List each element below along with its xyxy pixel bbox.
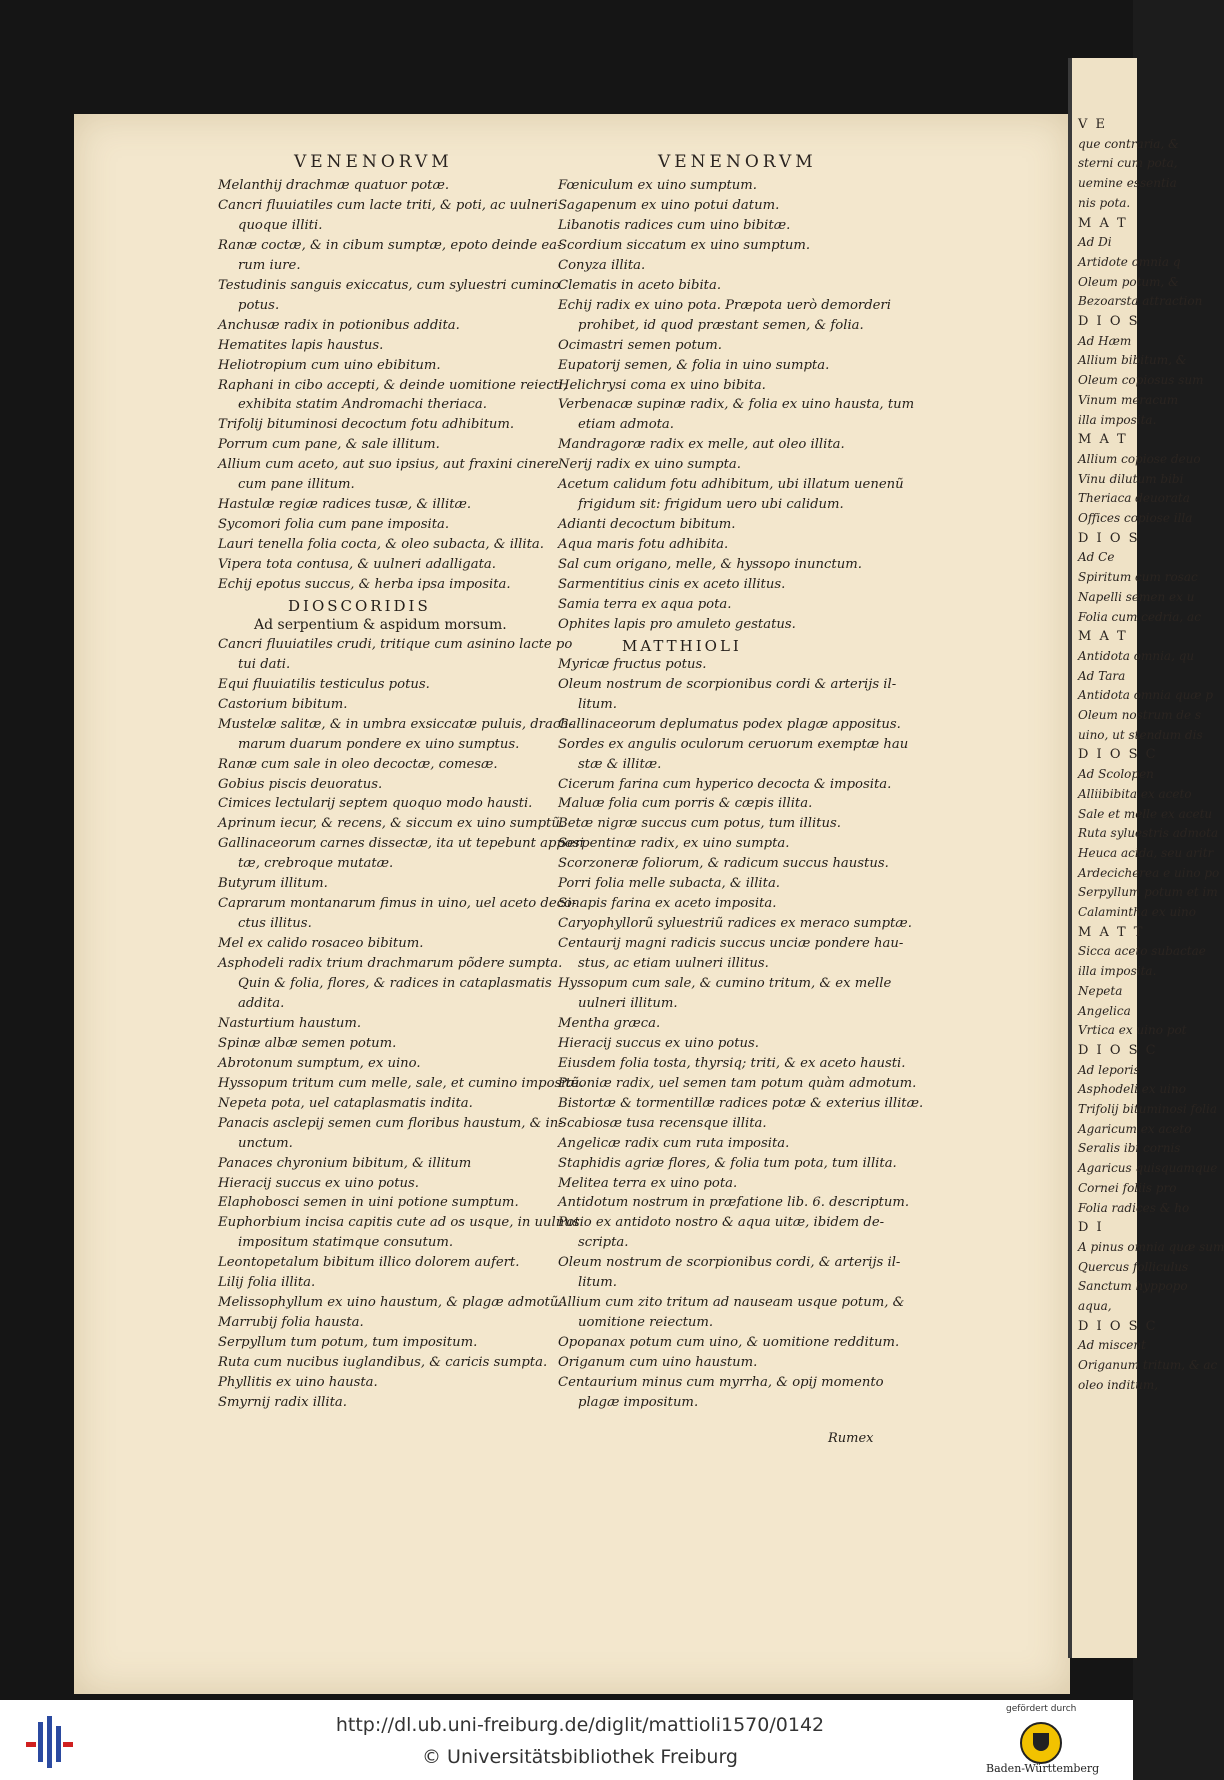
facing-page-text: Quercus folliculus [1078, 1259, 1189, 1274]
text-line: Ranæ cum sale in oleo decoctæ, comesæ. [218, 756, 498, 772]
facing-page-text: Ad Di [1078, 235, 1112, 250]
text-line: stus, ac etiam uulneri illitus. [578, 956, 769, 972]
text-line: quoque illiti. [238, 217, 323, 233]
facing-page-text: Napelli semen ex u [1078, 589, 1195, 604]
text-line: Elaphobosci semen in uini potione sumptum. [218, 1195, 519, 1211]
text-line: Equi fluuiatilis testiculus potus. [218, 676, 430, 692]
facing-page-text: Calamintha ex uino [1078, 905, 1196, 919]
text-line: litum. [578, 696, 617, 712]
facing-page-text: A pinus omnia quæ sum [1078, 1239, 1224, 1254]
text-line: prohibet, id quod præstant semen, & folia. [578, 317, 864, 333]
text-line: Samia terra ex aqua pota. [558, 596, 732, 612]
facing-page-text: Ad Hæm [1078, 333, 1132, 348]
text-line: Marrubij folia hausta. [218, 1315, 364, 1331]
text-line: Echij epotus succus, & herba ipsa imposita. [218, 577, 511, 592]
facing-page-text: Sanctum hyppopo [1078, 1279, 1188, 1294]
sponsor-name: Baden-Württemberg [986, 1762, 1100, 1775]
text-line: Libanotis radices cum uino bibitæ. [558, 217, 791, 233]
text-line: Smyrnij radix illita. [218, 1394, 347, 1410]
text-line: marum duarum pondere ex uino sumptus. [238, 736, 520, 752]
facing-page-text: Alliibibita ex aceto [1078, 786, 1192, 801]
text-line: Origanum cum uino haustum. [558, 1355, 758, 1371]
text-line: Verbenacæ supinæ radix, & folia ex uino hausta, tum [558, 397, 915, 413]
text-line: Allium cum zito tritum ad nauseam usque potum, & [558, 1295, 905, 1311]
text-line: Gallinaceorum deplumatus podex plagæ appositus. [558, 716, 901, 732]
text-line: Ranæ coctæ, & in cibum sumptæ, epoto deinde ea- [218, 237, 562, 253]
section-heading: DIOSCORIDIS [288, 596, 431, 615]
text-line: tui dati. [238, 656, 291, 672]
text-line: Raphani in cibo accepti, & deinde uomitione reiecti, [218, 377, 568, 393]
facing-page-text: sterni cum pota, [1078, 156, 1178, 171]
facing-page-text: uino, ut stendum dis [1078, 727, 1203, 742]
text-line: Ruta cum nucibus iuglandibus, & caricis sumpta. [218, 1355, 548, 1371]
text-line: Staphidis agriæ flores, & folia tum pota, tum illita. [558, 1155, 897, 1171]
facing-page-text: Oleum copiosus sum [1078, 373, 1204, 388]
facing-page-text: Offices copiose illa [1078, 511, 1193, 525]
facing-page-text: Cornei foliis pro [1078, 1180, 1177, 1195]
text-line: Gobius piscis deuoratus. [218, 776, 383, 792]
text-line: Cancri fluuiatiles cum lacte triti, & poti, ac uulneri [218, 197, 558, 213]
text-line: Pæoniæ radix, uel semen tam potum quàm admotum. [558, 1075, 917, 1091]
text-line: Caryophyllorũ syluestriũ radices ex meraco sumptæ. [558, 916, 912, 932]
text-line: Hastulæ regiæ radices tusæ, & illitæ. [218, 497, 472, 513]
text-line: Myricæ fructus potus. [558, 656, 707, 672]
text-line: Helichrysi coma ex uino bibita. [558, 377, 766, 393]
sponsor-label: gefördert durch [1006, 1704, 1077, 1714]
text-line: Cancri fluuiatiles crudi, tritique cum asinino lacte po [218, 636, 573, 652]
facing-page-text: Theriaca deuorata [1078, 491, 1190, 506]
text-line: impositum statimque consutum. [238, 1235, 454, 1251]
text-line: Cimices lectularij septem quoquo modo hausti. [218, 796, 533, 812]
text-line: Asphodeli radix trium drachmarum põdere sumpta. [218, 956, 563, 972]
text-line: Aqua maris fotu adhibita. [558, 537, 729, 553]
facing-page-text: V E [1078, 117, 1108, 132]
text-line: Phyllitis ex uino hausta. [218, 1375, 378, 1390]
text-line: uomitione reiectum. [578, 1315, 714, 1331]
facing-page-text: M A T [1078, 215, 1128, 231]
facing-page-text: Agaricum ex aceto [1078, 1121, 1192, 1136]
text-line: unctum. [238, 1135, 293, 1151]
text-line: Angelicæ radix cum ruta imposita. [558, 1135, 790, 1151]
text-line: Antidotum nostrum in præfatione lib. 6. descriptum. [558, 1195, 910, 1211]
text-line: Gallinaceorum carnes dissectæ, ita ut tepebunt apposi [218, 836, 584, 852]
facing-page-text: uemine essentia [1078, 176, 1177, 191]
text-line: Sycomori folia cum pane imposita. [218, 517, 450, 533]
library-logo-icon [24, 1716, 74, 1768]
text-line: Allium cum aceto, aut suo ipsius, aut fraxini cinere [218, 457, 559, 473]
text-line: Heliotropium cum uino ebibitum. [218, 357, 441, 373]
text-line: Anchusæ radix in potionibus addita. [218, 317, 460, 333]
facing-page-text: Nepeta [1078, 983, 1123, 998]
text-line: Eiusdem folia tosta, thyrsiq; triti, & ex aceto hausti. [558, 1055, 906, 1071]
facing-page-text: D I O S C [1078, 1318, 1158, 1334]
text-line: Potio ex antidoto nostro & aqua uitæ, ibidem de- [558, 1215, 885, 1231]
text-line: Fœniculum ex uino sumptum. [558, 178, 757, 193]
facing-page-text: que contraria, & [1078, 136, 1179, 151]
text-line: Sal cum origano, melle, & hyssopo inunctum. [558, 557, 862, 573]
facing-page-text: Folia radices & ho [1078, 1200, 1190, 1215]
facing-page-text: Vinu dilutum bibi [1078, 471, 1184, 486]
text-line: Lilij folia illita. [218, 1275, 316, 1291]
facing-page-text: Heuca acida, seu aritr [1078, 845, 1214, 860]
facing-page-text: D I [1078, 1220, 1104, 1236]
text-line: litum. [578, 1275, 617, 1291]
facing-page-text: Folia cum cedria, ac [1078, 609, 1201, 624]
text-line: scripta. [578, 1235, 629, 1251]
facing-page-text: Antidota omnia quæ p [1078, 688, 1214, 703]
text-line: Melitea terra ex uino pota. [558, 1175, 738, 1191]
text-line: Aprinum iecur, & recens, & siccum ex uino sumptũ. [218, 816, 565, 832]
text-line: Serpyllum tum potum, tum impositum. [218, 1335, 478, 1351]
state-seal-icon [1020, 1722, 1062, 1764]
text-line: Melanthij drachmæ quatuor potæ. [218, 178, 450, 193]
text-line: Sordes ex angulis oculorum ceruorum exemptæ hau [558, 736, 909, 752]
text-line: ctus illitus. [238, 916, 312, 932]
text-line: etiam admota. [578, 417, 674, 433]
text-line: Scabiosæ tusa recensque illita. [558, 1115, 767, 1131]
text-line: plagæ impositum. [578, 1394, 699, 1410]
text-line: Adianti decoctum bibitum. [558, 517, 736, 533]
facing-page-text: aqua, [1078, 1299, 1112, 1313]
facing-page-text: Agaricus quisquamque [1078, 1161, 1218, 1176]
section-heading: MATTHIOLI [622, 636, 742, 655]
text-line: Hematites lapis haustus. [218, 337, 384, 353]
facing-page-text: Ad miscent [1078, 1338, 1146, 1353]
facing-page-text: Artidote omnia q [1078, 254, 1181, 269]
facing-page-text: Antidota omnia, qu [1078, 648, 1195, 663]
text-line: Spinæ albæ semen potum. [218, 1035, 397, 1051]
text-line: Bistortæ & tormentillæ radices potæ & exterius illitæ. [558, 1095, 924, 1111]
text-line: Trifolij bituminosi decoctum fotu adhibitum. [218, 417, 515, 433]
text-line: Quin & folia, flores, & radices in cataplasmatis [238, 976, 552, 991]
text-line: Mandragoræ radix ex melle, aut oleo illita. [558, 437, 845, 453]
facing-page-text: Oleum nostrum de s [1078, 708, 1202, 722]
text-line: Mustelæ salitæ, & in umbra exsiccatæ puluis, drach- [218, 716, 574, 732]
facing-page-text: Ruta syluestris admota [1078, 826, 1219, 841]
facing-page-text: Serpyllum potum et im [1078, 885, 1218, 900]
text-line: Scordium siccatum ex uino sumptum. [558, 237, 811, 253]
facing-page-text: Ardecicherea e uino po [1078, 865, 1220, 880]
text-line: Sagapenum ex uino potui datum. [558, 197, 780, 213]
text-line: Scorzoneræ foliorum, & radicum succus haustus. [558, 856, 889, 872]
text-line: Nasturtium haustum. [218, 1015, 362, 1031]
facing-page-text: M A T [1078, 432, 1128, 448]
text-line: Eupatorij semen, & folia in uino sumpta. [558, 357, 830, 373]
facing-page-text: Sicca aceto subactae [1078, 944, 1206, 959]
text-line: Panacis asclepij semen cum floribus haustum, & in- [218, 1115, 563, 1131]
text-line: Mentha græca. [558, 1015, 661, 1031]
left-running-header: VENENORVM [294, 152, 453, 172]
copyright-text: © Universitätsbibliothek Freiburg [422, 1746, 738, 1768]
text-line: Castorium bibitum. [218, 696, 348, 712]
text-line: Hieracij succus ex uino potus. [218, 1175, 419, 1191]
text-line: Caprarum montanarum fimus in uino, uel aceto deco- [218, 896, 577, 912]
facing-page-text: nis pota. [1078, 195, 1131, 210]
facing-page-text: D I O S C [1078, 1042, 1158, 1058]
text-line: Echij radix ex uino pota. Præpota uerò demorderi [558, 297, 891, 313]
text-line: Cicerum farina cum hyperico decocta & imposita. [558, 776, 892, 792]
text-line: rum iure. [238, 257, 301, 273]
text-line: uulneri illitum. [578, 995, 678, 1011]
text-line: Porrum cum pane, & sale illitum. [218, 437, 440, 453]
facing-page-text: oleo inditum, [1078, 1377, 1159, 1392]
text-line: Sinapis farina ex aceto imposita. [558, 896, 777, 912]
facing-page-text: Allium copiose deuo [1078, 451, 1201, 466]
text-line: exhibita statim Andromachi theriaca. [238, 397, 487, 413]
text-line: Hyssopum cum sale, & cumino tritum, & ex melle [558, 976, 892, 991]
facing-page-text: M A T T [1078, 924, 1145, 940]
facing-page-edge [1068, 58, 1224, 1658]
catchword: Rumex [828, 1431, 874, 1446]
facing-page-text: M A T [1078, 629, 1128, 645]
facing-page-text: Angelica [1078, 1003, 1131, 1018]
facing-page-text: illa imposita. [1078, 964, 1157, 979]
text-line: stæ & illitæ. [578, 756, 662, 772]
facing-page-text: Ad Ce [1078, 550, 1115, 565]
facing-page-text: Ad leporis [1078, 1062, 1140, 1077]
text-line: Sarmentitius cinis ex aceto illitus. [558, 577, 786, 592]
text-line: Acetum calidum fotu adhibitum, ubi illatum uenenũ [558, 477, 904, 493]
text-line: Nepeta pota, uel cataplasmatis indita. [218, 1095, 473, 1111]
text-line: Testudinis sanguis exiccatus, cum syluestri cumino [218, 277, 560, 293]
text-line: Porri folia melle subacta, & illita. [558, 876, 780, 892]
facing-page-text: Trifolij bituminosi folia [1078, 1102, 1218, 1116]
text-line: Centaurium minus cum myrrha, & opij momento [558, 1375, 884, 1390]
text-line: Leontopetalum bibitum illico dolorem aufert. [218, 1255, 520, 1271]
text-line: Serpentinæ radix, ex uino sumpta. [558, 836, 790, 852]
facing-page-text: Origanum tritum, & ac [1078, 1358, 1218, 1373]
text-line: Oleum nostrum de scorpionibus cordi & arterijs il- [558, 676, 897, 692]
text-line: Conyza illita. [558, 257, 646, 273]
facing-page-text: Asphodeli ex uino [1078, 1082, 1186, 1097]
text-line: Euphorbium incisa capitis cute ad os usque, in uulnus [218, 1215, 580, 1231]
text-line: Lauri tenella folia cocta, & oleo subacta, & illita. [218, 537, 544, 553]
facing-page-text: D I O S [1078, 530, 1140, 546]
text-line: Panaces chyronium bibitum, & illitum [218, 1155, 472, 1171]
text-line: potus. [238, 297, 280, 313]
text-line: frigidum sit: frigidum uero ubi calidum. [578, 497, 844, 513]
text-line: Opopanax potum cum uino, & uomitione redditum. [558, 1335, 900, 1351]
text-line: tæ, crebroque mutatæ. [238, 856, 394, 872]
facing-page-text: illa imposita. [1078, 412, 1157, 427]
facing-page-text: D I O S C [1078, 747, 1158, 763]
text-line: Abrotonum sumptum, ex uino. [218, 1055, 421, 1071]
text-line: Hieracij succus ex uino potus. [558, 1035, 759, 1051]
text-line: Ocimastri semen potum. [558, 337, 723, 353]
facing-page-text: D I O S [1078, 314, 1140, 329]
facing-page-text: Ad Tara [1078, 668, 1126, 683]
text-line: Butyrum illitum. [218, 876, 328, 892]
text-line: Melissophyllum ex uino haustum, & plagæ admotũ. [218, 1295, 563, 1311]
facing-page-text: Allium bibitum, & [1078, 353, 1187, 368]
facing-page-text: Spiritum cum rosac [1078, 570, 1198, 585]
facing-page-text: Bezoarsta attraction [1078, 294, 1203, 309]
viewer-footer [0, 1700, 1133, 1780]
text-line: Vipera tota contusa, & uulneri adalligata. [218, 557, 496, 573]
facing-page-text: Sale et melle ex acetu [1078, 806, 1213, 821]
facing-page-text: Vrtica ex uino pot [1078, 1023, 1187, 1038]
text-line: Clematis in aceto bibita. [558, 277, 722, 293]
text-line: cum pane illitum. [238, 477, 355, 493]
text-line: Mel ex calido rosaceo bibitum. [218, 936, 424, 952]
facing-page-text: Ad Scolopen [1078, 767, 1154, 782]
text-line: Hyssopum tritum cum melle, sale, et cumino impositũ. [218, 1075, 584, 1091]
facing-page-text: Vinum meracum [1078, 392, 1179, 407]
text-line: Nerij radix ex uino sumpta. [558, 457, 741, 473]
facing-page-text: Seralis ibi cornis [1078, 1141, 1181, 1156]
permalink-url[interactable]: http://dl.ub.uni-freiburg.de/diglit/mattioli1570/0142 [335, 1714, 825, 1736]
text-line: addita. [238, 995, 285, 1011]
text-line: Maluæ folia cum porris & cæpis illita. [558, 796, 813, 812]
text-line: Centaurij magni radicis succus unciæ pondere hau- [558, 936, 904, 952]
book-page [74, 114, 1070, 1694]
text-line: Ophites lapis pro amuleto gestatus. [558, 616, 796, 632]
right-running-header: VENENORVM [658, 152, 817, 172]
text-line: Oleum nostrum de scorpionibus cordi, & arterijs il- [558, 1255, 901, 1271]
text-line: Betæ nigræ succus cum potus, tum illitus. [558, 816, 841, 832]
section-subheading: Ad serpentium & aspidum morsum. [254, 616, 507, 633]
facing-page-text: Oleum potum, & [1078, 274, 1179, 289]
